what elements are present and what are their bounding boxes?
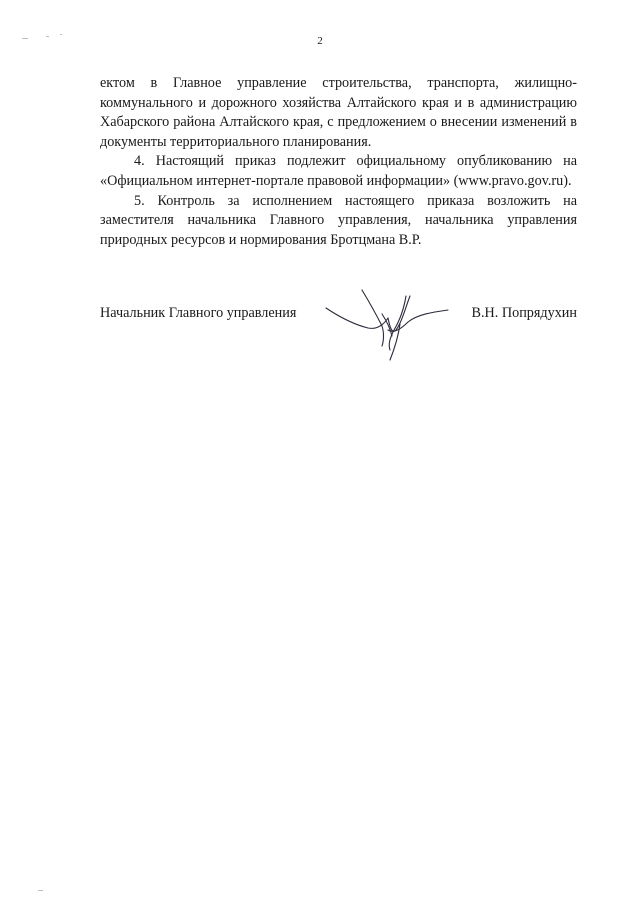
signatory-name: В.Н. Попрядухин: [471, 305, 577, 321]
handwritten-signature: [318, 284, 478, 364]
paragraph-continuation: ектом в Главное управление строительства, транспорта, жилищно-коммунального и дорожного хозяйства Алтайского края и в администрацию Хабарского района Алтайского края, с предложением о внесении изменений в документы территориального планирования.: [100, 75, 577, 150]
page-number: 2: [317, 35, 323, 47]
scan-artifact: [38, 890, 43, 891]
paragraph-item-5: 5. Контроль за исполнением настоящего приказа возложить на заместителя начальника Главного управления, начальника управления природных ресурсов и нормирования Бротцмана В.Р.: [100, 192, 577, 248]
document-body: [100, 74, 577, 250]
signatory-position: Начальник Главного управления: [100, 305, 297, 321]
paragraph-item-4: 4. Настоящий приказ подлежит официальному опубликованию на «Официальном интернет-портале правовой информации» (www.pravo.gov.ru).: [100, 153, 577, 189]
